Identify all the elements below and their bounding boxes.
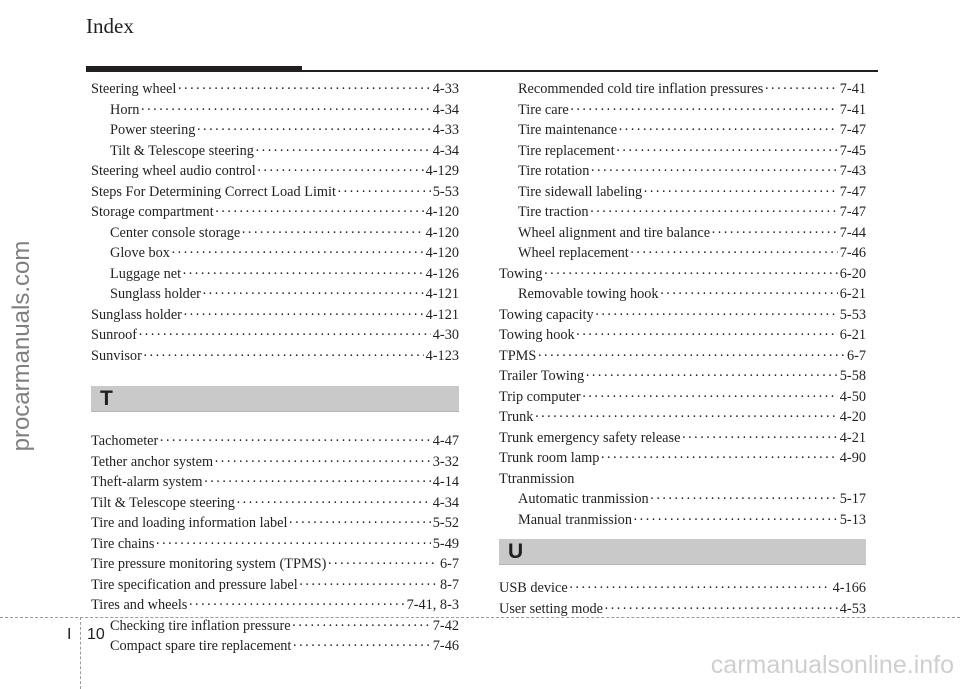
dot-leader (143, 348, 424, 365)
index-entry (499, 163, 866, 184)
section-letter: U (508, 540, 524, 563)
entry-page-ref: 5-17 (839, 491, 866, 507)
entry-page-ref: 4-90 (839, 450, 866, 466)
dot-leader (159, 433, 431, 450)
entry-term: Horn (110, 101, 140, 118)
entry-page-ref: 4-34 (432, 494, 459, 511)
index-entry (499, 102, 866, 123)
dot-leader (171, 245, 424, 262)
dot-leader (257, 163, 424, 180)
entry-page-ref: 5-49 (432, 535, 459, 552)
dot-leader (569, 580, 831, 597)
dot-leader (236, 495, 431, 512)
entry-term: User setting mode (499, 600, 604, 617)
entry-term: Automatic tranmission (518, 491, 649, 507)
entry-term: Tilt & Telescope steering (110, 142, 254, 159)
entry-page-ref: 6-21 (839, 327, 866, 343)
index-entry (499, 450, 866, 471)
index-entry (91, 495, 459, 516)
entry-page-ref: 5-13 (839, 511, 866, 528)
index-entry (91, 286, 459, 307)
entry-term: Recommended cold tire inflation pressures (518, 81, 764, 97)
index-entry (91, 556, 459, 577)
entry-page-ref: 3-32 (432, 453, 459, 470)
entry-term: Tire sidewall labeling (518, 183, 643, 200)
index-entry (499, 368, 866, 389)
entry-term: Tire maintenance (518, 122, 618, 138)
entry-page-ref: 4-20 (839, 409, 866, 425)
entry-page-ref: 4-34 (432, 142, 459, 159)
dot-leader (299, 577, 438, 594)
index-entry (499, 143, 866, 164)
dot-leader (633, 512, 838, 529)
index-entry (91, 225, 459, 246)
watermark-bottom: carmanualsonline.info (710, 651, 954, 679)
dot-leader (140, 102, 430, 119)
entry-term: Tire care (518, 101, 569, 118)
entry-term: Tire rotation (518, 163, 590, 179)
dot-leader (215, 204, 424, 221)
entry-page-ref: 4-33 (432, 81, 459, 97)
index-entry (91, 266, 459, 287)
entry-page-ref: 7-45 (839, 142, 866, 159)
dot-leader (643, 184, 838, 201)
entry-term: Sunroof (91, 327, 138, 343)
entry-term: Removable towing hook (518, 286, 659, 302)
dot-leader (288, 515, 430, 532)
entry-page-ref: 7-41 (839, 101, 866, 118)
dot-leader (155, 536, 430, 553)
dot-leader (660, 286, 838, 303)
entry-term: Tires and wheels (91, 597, 188, 613)
entry-page-ref: 7-46 (839, 245, 866, 261)
entry-page-ref: 5-58 (839, 368, 866, 384)
entry-page-ref: 4-53 (839, 600, 866, 617)
index-entry (499, 512, 866, 533)
entry-term: Center console storage (110, 224, 241, 241)
page-title: Index (86, 14, 134, 38)
dot-leader (711, 225, 838, 242)
entry-term: Ttranmission (499, 470, 575, 487)
entry-page-ref: 7-47 (839, 204, 866, 220)
entry-term: USB device (499, 580, 568, 596)
entry-term: Wheel replacement (518, 245, 629, 261)
left-column (91, 81, 459, 659)
entry-term: Towing hook (499, 327, 575, 343)
dot-leader (570, 102, 838, 119)
watermark-side: procarmanuals.com (8, 240, 35, 452)
index-entry (499, 430, 866, 451)
entry-term: Trailer Towing (499, 368, 585, 384)
index-entry (499, 580, 866, 601)
entries-t-continued (499, 81, 866, 532)
index-entry (91, 102, 459, 123)
entry-page-ref: 4-21 (839, 429, 866, 446)
dot-leader (327, 556, 438, 573)
entry-term: Steering wheel audio control (91, 163, 256, 179)
dot-leader (537, 348, 845, 365)
entry-term: Tire pressure monitoring system (TPMS) (91, 556, 327, 572)
dot-leader (182, 266, 424, 283)
index-entry (91, 433, 459, 454)
entry-term: Tire traction (518, 204, 589, 220)
entry-term: Theft-alarm system (91, 474, 203, 490)
entries-t (91, 433, 459, 659)
entry-term: Towing capacity (499, 306, 594, 323)
entry-page-ref: 4-120 (425, 245, 459, 261)
dot-leader (590, 204, 838, 221)
entry-page-ref: 4-129 (425, 163, 459, 179)
dot-leader (595, 307, 838, 324)
dot-leader (600, 450, 837, 467)
dot-leader (337, 184, 431, 201)
index-entry (91, 307, 459, 328)
index-entry (499, 327, 866, 348)
dot-leader (177, 81, 430, 98)
entries-s (91, 81, 459, 368)
entry-page-ref: 4-30 (432, 327, 459, 343)
index-entry (499, 81, 866, 102)
entry-term: Tether anchor system (91, 453, 214, 470)
dot-leader (630, 245, 838, 262)
index-entry (91, 597, 459, 618)
index-entry (499, 471, 866, 492)
dot-leader (138, 327, 431, 344)
entry-page-ref: 4-121 (425, 286, 459, 302)
index-entry (499, 245, 866, 266)
dot-leader (292, 638, 430, 655)
entry-page-ref: 4-33 (432, 122, 459, 138)
index-entry (499, 348, 866, 369)
dot-leader (681, 430, 837, 447)
entry-page-ref: 6-7 (846, 347, 866, 364)
footer-divider (80, 617, 81, 689)
entry-term: Tire and loading information label (91, 515, 288, 531)
index-entry (499, 184, 866, 205)
entries-u (499, 580, 866, 621)
index-entry (91, 454, 459, 475)
dot-leader (543, 266, 837, 283)
entry-term: Manual tranmission (518, 511, 632, 528)
entry-term: Sunglass holder (91, 306, 182, 323)
index-entry (499, 225, 866, 246)
footer-rule (0, 617, 960, 618)
right-column (499, 81, 866, 621)
index-entry (91, 245, 459, 266)
entry-term: Trunk room lamp (499, 450, 600, 466)
entry-page-ref: 7-43 (839, 163, 866, 179)
entry-term: Trunk emergency safety release (499, 429, 681, 446)
dot-leader (202, 286, 424, 303)
entry-page-ref: 4-47 (432, 433, 459, 449)
entry-page-ref: 5-52 (432, 515, 459, 531)
entry-page-ref: 6-21 (839, 286, 866, 302)
entry-page-ref: 4-34 (432, 101, 459, 118)
index-entry (91, 143, 459, 164)
entry-page-ref: 7-42 (432, 617, 459, 634)
section-letter: T (100, 387, 113, 410)
entry-page-ref: 7-44 (839, 224, 866, 241)
dot-leader (241, 225, 423, 242)
entry-page-ref: 7-47 (839, 122, 866, 138)
dot-leader (582, 389, 838, 406)
entry-term: Sunvisor (91, 347, 142, 364)
entry-page-ref: 8-7 (439, 576, 459, 593)
entry-term: Trip computer (499, 388, 581, 405)
entry-page-ref: 7-41 (839, 81, 866, 97)
index-entry (91, 348, 459, 369)
entry-term: Tire chains (91, 535, 155, 552)
entry-page-ref: 4-121 (425, 306, 459, 323)
index-entry (499, 389, 866, 410)
index-entry (499, 409, 866, 430)
entry-term: Trunk (499, 409, 534, 425)
dot-leader (183, 307, 424, 324)
entry-page-ref: 5-53 (839, 306, 866, 323)
entry-page-ref: 4-126 (425, 265, 459, 282)
entry-page-ref: 7-46 (432, 638, 459, 654)
dot-leader (585, 368, 838, 385)
entry-page-ref: 4-14 (432, 474, 459, 490)
entry-term: Tire replacement (518, 142, 615, 159)
entry-page-ref: 6-7 (439, 556, 459, 572)
entry-page-ref: 4-123 (425, 347, 459, 364)
entry-term: Steering wheel (91, 81, 177, 97)
entry-term: Compact spare tire replacement (110, 638, 292, 654)
entry-term: Sunglass holder (110, 286, 201, 302)
dot-leader (650, 491, 838, 508)
dot-leader (292, 618, 431, 635)
index-entry (499, 204, 866, 225)
header-rule-thin (300, 70, 878, 72)
dot-leader (204, 474, 431, 491)
index-entry (91, 184, 459, 205)
entry-term: Luggage net (110, 265, 182, 282)
dot-leader (188, 597, 404, 614)
entry-term: Towing (499, 265, 543, 282)
footer-section-label: I (67, 626, 72, 643)
index-entry (91, 122, 459, 143)
header-rule-thick (86, 66, 302, 72)
dot-leader (590, 163, 837, 180)
index-entry (91, 474, 459, 495)
entry-page-ref: 4-50 (839, 388, 866, 405)
index-entry (91, 577, 459, 598)
index-entry (499, 122, 866, 143)
entry-page-ref: 4-120 (425, 224, 459, 241)
dot-leader (576, 327, 838, 344)
section-header-t (91, 386, 459, 412)
dot-leader (255, 143, 431, 160)
index-entry (499, 286, 866, 307)
index-entry (91, 618, 459, 639)
entry-term: Tilt & Telescope steering (91, 494, 235, 511)
dot-leader (196, 122, 430, 139)
entry-page-ref: 7-47 (839, 183, 866, 200)
section-header-u (499, 539, 866, 565)
page-number: 10 (87, 626, 105, 643)
entry-term: Wheel alignment and tire balance (518, 224, 711, 241)
index-entry (91, 204, 459, 225)
dot-leader (616, 143, 838, 160)
entry-term: Steps For Determining Correct Load Limit (91, 183, 336, 200)
index-entry (499, 491, 866, 512)
entry-term: Storage compartment (91, 204, 214, 220)
dot-leader (534, 409, 837, 426)
entry-term: Tachometer (91, 433, 159, 449)
entry-term: TPMS (499, 347, 537, 364)
entry-page-ref: 4-120 (425, 204, 459, 220)
entry-term: Glove box (110, 245, 170, 261)
dot-leader (764, 81, 837, 98)
index-entry (91, 327, 459, 348)
index-entry (499, 266, 866, 287)
entry-page-ref: 7-41, 8-3 (406, 597, 459, 613)
dot-leader (604, 601, 838, 618)
index-entry (91, 81, 459, 102)
index-entry (91, 515, 459, 536)
entry-term: Checking tire inflation pressure (110, 617, 291, 634)
index-entry (91, 536, 459, 557)
entry-term: Tire specification and pressure label (91, 576, 298, 593)
index-entry (91, 163, 459, 184)
dot-leader (214, 454, 431, 471)
entry-page-ref: 6-20 (839, 265, 866, 282)
entry-page-ref: 4-166 (832, 580, 866, 596)
dot-leader (618, 122, 838, 139)
index-entry (499, 307, 866, 328)
index-entry (91, 638, 459, 659)
entry-term: Power steering (110, 122, 196, 138)
entry-page-ref: 5-53 (432, 183, 459, 200)
